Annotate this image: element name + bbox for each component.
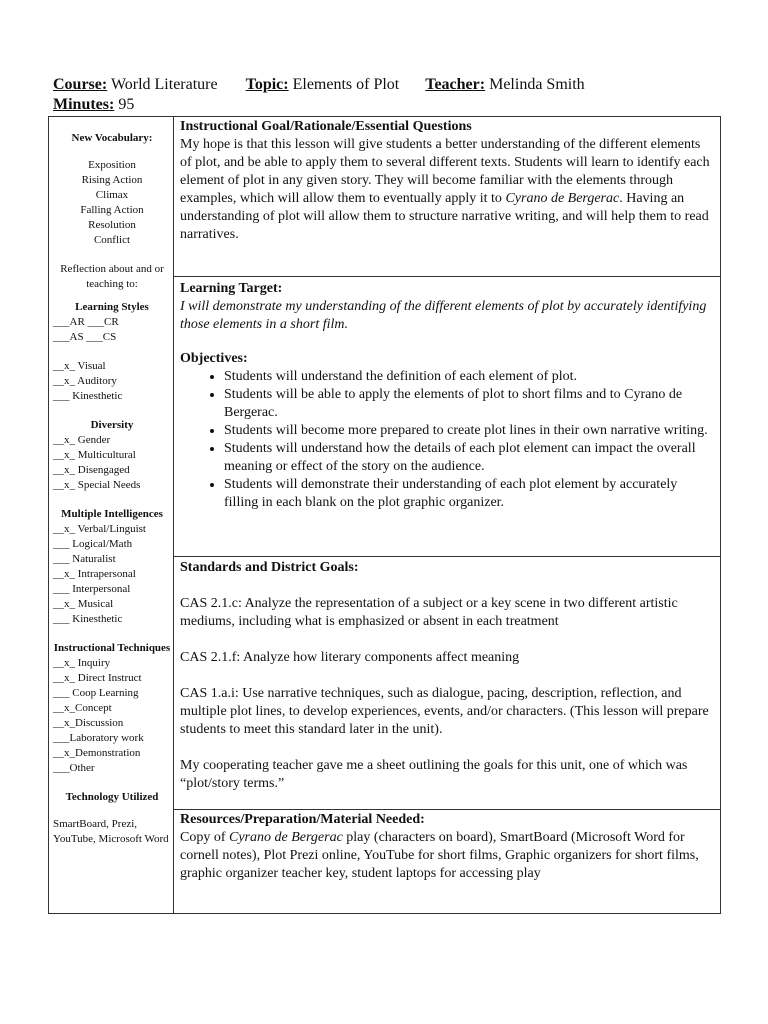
standard-note: My cooperating teacher gave me a sheet outlining the goals for this unit, one of which was “plot/story terms.” xyxy=(180,758,688,791)
technique-item: __x_Discussion xyxy=(53,717,124,729)
resources-text: Copy of Cyrano de Bergerac play (characters on board), SmartBoard (Microsoft Word for cornell notes), Plot Prezi online, YouTube for short films, Graphic organizers for short films, graphic organizer teacher key, student laptops for accessing play xyxy=(180,830,699,881)
course-value: World Literature xyxy=(110,76,218,93)
objective-item: • Students will understand how the details of each plot element can impact the overall meaning or effect of the story on the audience. xyxy=(224,440,714,476)
standards-title: Standards and District Goals: xyxy=(180,560,359,575)
vocab-item: Climax xyxy=(95,189,129,201)
learning-style-row: ___AS ___CS xyxy=(53,331,117,343)
technique-item: ___Other xyxy=(53,762,95,774)
vocab-item: Conflict xyxy=(93,234,131,246)
multiple-intelligences-title: Multiple Intelligences xyxy=(61,508,163,520)
goal-text: My hope is that this lesson will give students a better understanding of the different elements of plot, and be able to apply them to several different texts. Students will learn to identify each element of plot in any given story. They will become familiar with the elements through examples, which will allow them to eventually apply it to Cyrano de Bergerac. Having an understanding of plot will allow them to structure narrative writing, and will help them to read narratives. xyxy=(180,137,710,242)
vocab-item: Rising Action xyxy=(81,174,143,186)
modality-item: __x_ Auditory xyxy=(53,375,117,387)
objective-item: • Students will understand the definition of each element of plot. xyxy=(224,368,714,386)
diversity-item: __x_ Disengaged xyxy=(53,464,130,476)
teacher-value: Melinda Smith xyxy=(489,76,585,93)
standard-item: CAS 2.1.f: Analyze how literary components affect meaning xyxy=(180,650,520,665)
objective-item: • Students will demonstrate their understanding of each plot element by accurately filling in each blank on the plot graphic organizer. xyxy=(224,476,714,512)
vocab-title: New Vocabulary: xyxy=(71,132,153,144)
technology-list: SmartBoard, Prezi, YouTube, Microsoft Word xyxy=(53,818,169,845)
vocab-item: Falling Action xyxy=(80,204,144,216)
topic-label: Topic: xyxy=(245,76,289,93)
learning-styles-title: Learning Styles xyxy=(75,301,149,313)
objectives-list xyxy=(180,368,714,512)
technique-item: ___ Coop Learning xyxy=(53,687,139,699)
technique-item: __x_ Direct Instruct xyxy=(53,672,142,684)
learning-style-row: ___AR ___CR xyxy=(53,316,119,328)
diversity-item: __x_ Gender xyxy=(53,434,111,446)
learning-target-title: Learning Target: xyxy=(180,281,283,296)
objectives-title: Objectives: xyxy=(180,351,248,366)
objective-item: • Students will be able to apply the elements of plot to short films and to Cyrano de Bergerac. xyxy=(224,386,714,422)
technology-title: Technology Utilized xyxy=(65,791,159,803)
standard-item: CAS 1.a.i: Use narrative techniques, such as dialogue, pacing, description, reflection, and multiple plot lines, to develop experiences, events, and/or characters. (This lesson will prepare students to meet this standard later in the unit). xyxy=(180,686,709,737)
goal-cell xyxy=(174,117,721,277)
technique-item: ___Laboratory work xyxy=(53,732,144,744)
intelligence-item: ___ Kinesthetic xyxy=(53,613,123,625)
intelligence-item: __x_ Verbal/Linguist xyxy=(53,523,146,535)
minutes-label: Minutes: xyxy=(53,96,115,113)
standards-cell xyxy=(174,557,721,810)
sidebar-cell xyxy=(49,117,174,914)
intelligence-item: __x_ Intrapersonal xyxy=(53,568,136,580)
vocab-item: Resolution xyxy=(88,219,136,231)
topic-value: Elements of Plot xyxy=(292,76,400,93)
vocab-item: Exposition xyxy=(88,159,136,171)
diversity-item: __x_ Multicultural xyxy=(53,449,136,461)
technique-item: __x_Concept xyxy=(53,702,112,714)
target-objectives-cell xyxy=(174,277,721,557)
modality-item: ___ Kinesthetic xyxy=(53,390,123,402)
lesson-header xyxy=(53,75,733,115)
diversity-item: __x_ Special Needs xyxy=(53,479,141,491)
lesson-plan-table xyxy=(48,116,721,914)
diversity-title: Diversity xyxy=(90,419,134,431)
learning-target-text: I will demonstrate my understanding of the different elements of plot by accurately identifying those elements in a short film. xyxy=(180,299,707,332)
intelligence-item: ___ Naturalist xyxy=(53,553,116,565)
modality-item: __x_ Visual xyxy=(53,360,106,372)
intelligence-item: __x_ Musical xyxy=(53,598,114,610)
reflection-text: Reflection about and or teaching to: xyxy=(60,263,164,290)
intelligence-item: ___ Interpersonal xyxy=(53,583,131,595)
instructional-techniques-title: Instructional Techniques xyxy=(53,642,171,654)
technique-item: __x_ Inquiry xyxy=(53,657,111,669)
minutes-value: 95 xyxy=(118,96,135,113)
goal-title: Instructional Goal/Rationale/Essential Questions xyxy=(180,119,472,134)
resources-title: Resources/Preparation/Material Needed: xyxy=(180,812,425,827)
objective-item: • Students will become more prepared to create plot lines in their own narrative writing. xyxy=(224,422,714,440)
resources-cell xyxy=(174,810,721,914)
intelligence-item: ___ Logical/Math xyxy=(53,538,133,550)
standard-item: CAS 2.1.c: Analyze the representation of a subject or a key scene in two different artistic mediums, including what is emphasized or absent in each treatment xyxy=(180,596,678,629)
teacher-label: Teacher: xyxy=(425,76,486,93)
technique-item: __x_Demonstration xyxy=(53,747,141,759)
course-label: Course: xyxy=(53,76,108,93)
